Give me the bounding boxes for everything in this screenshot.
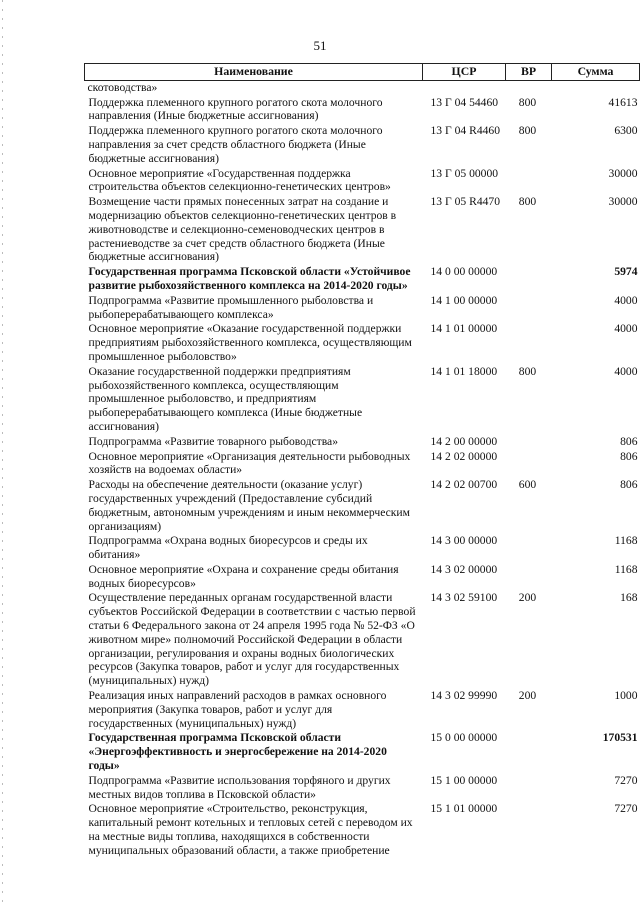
table-row [85, 195, 640, 265]
row-vr: 800 [518, 124, 537, 138]
table-row [85, 802, 640, 858]
table-row [85, 478, 640, 534]
row-name: Реализация иных направлений расходов в рамках основного мероприятия (Закупка товаров, работ и услуг для государственных (муниципальных) нужд) [88, 689, 387, 730]
table-body [85, 80, 640, 858]
row-csr: 14 2 02 00700 [430, 478, 498, 492]
row-name: Поддержка племенного крупного рогатого скота молочного направления за счет средств областного бюджета (Иные бюджетные ассигнования) [88, 124, 383, 165]
row-vr [506, 731, 552, 773]
continuation-row [85, 80, 640, 95]
row-csr: 15 1 00 00000 [430, 773, 498, 787]
row-vr [506, 563, 552, 592]
row-name: Подпрограмма «Развитие промышленного рыболовства и рыбоперерабатывающего комплекса» [88, 293, 374, 321]
row-sum: 41613 [608, 95, 638, 109]
row-csr: 13 Г 04 R4460 [430, 124, 501, 138]
header-csr: ЦСР [423, 64, 506, 81]
row-csr: 14 3 02 59100 [430, 591, 498, 605]
row-csr: 14 2 02 00000 [430, 449, 498, 463]
budget-table [84, 63, 640, 859]
row-vr [506, 774, 552, 803]
row-csr: 14 1 00 00000 [430, 293, 498, 307]
row-csr: 13 Г 04 54460 [430, 95, 499, 109]
page-number: 51 [313, 38, 327, 53]
row-sum: 170531 [602, 731, 638, 745]
table-row [85, 322, 640, 364]
row-csr: 14 2 00 00000 [430, 434, 498, 448]
row-sum: 30000 [608, 166, 638, 180]
row-vr: 800 [518, 95, 537, 109]
header-name: Наименование [85, 64, 423, 81]
row-vr [506, 534, 552, 563]
row-sum: 1168 [614, 562, 638, 576]
row-name: Основное мероприятие «Охрана и сохранение среды обитания водных биоресурсов» [88, 562, 399, 590]
row-name: Основное мероприятие «Строительство, реконструкция, капитальный ремонт котельных и тепловых сетей с переводом их на местные виды топлива, находящихся в собственности муниципальных образований области, а также приобретение [88, 802, 413, 857]
row-name: Подпрограмма «Развитие товарного рыбоводства» [88, 434, 338, 448]
row-csr: 13 Г 05 R4470 [430, 195, 501, 209]
row-name: Поддержка племенного крупного рогатого скота молочного направления (Иные бюджетные ассигнования) [88, 95, 383, 123]
budget-table-container [84, 63, 639, 859]
scan-edge-marks [2, 0, 3, 905]
row-sum: 806 [620, 449, 638, 463]
row-vr: 600 [518, 478, 537, 492]
row-name: Возмещение части прямых понесенных затрат на создание и модернизацию объектов селекционно-генетических центров в животноводстве и селекционно-семеноводческих центров в растениеводстве за счет средств областного бюджета (Иные бюджетные ассигнования) [88, 195, 397, 264]
row-vr [506, 265, 552, 294]
row-vr [506, 435, 552, 450]
header-vr: ВР [506, 64, 552, 81]
row-name: Основное мероприятие «Государственная поддержка строительства объектов селекционно-генетических центров» [88, 166, 391, 194]
row-sum: 30000 [608, 195, 638, 209]
table-row [85, 365, 640, 435]
row-vr: 800 [518, 364, 537, 378]
row-vr [506, 450, 552, 479]
row-csr: 15 0 00 00000 [430, 731, 498, 745]
program-row [85, 265, 640, 294]
row-name: Государственная программа Псковской области «Устойчивое развитие рыбохозяйственного комплекса на 2014-2020 годы» [88, 265, 411, 292]
row-sum: 4000 [614, 293, 638, 307]
table-row [85, 124, 640, 166]
row-sum: 4000 [614, 364, 638, 378]
row-vr [506, 294, 552, 323]
table-row [85, 167, 640, 196]
row-sum: 6300 [614, 124, 638, 138]
header-row [85, 64, 640, 81]
table-row [85, 689, 640, 731]
table-row [85, 774, 640, 803]
header-sum: Сумма [552, 64, 640, 81]
program-row [85, 731, 640, 773]
row-vr: 200 [518, 689, 537, 703]
row-vr: 800 [518, 195, 537, 209]
table-row [85, 435, 640, 450]
row-csr: 14 1 01 18000 [430, 364, 498, 378]
table-row [85, 294, 640, 323]
row-sum: 7270 [614, 773, 638, 787]
table-row [85, 96, 640, 125]
row-sum: 168 [620, 591, 638, 605]
row-sum: 806 [620, 478, 638, 492]
row-sum: 4000 [614, 322, 638, 336]
row-name: Государственная программа Псковской области «Энергоэффективность и энергосбережение на 2014-2020 годы» [88, 731, 387, 773]
table-row [85, 563, 640, 592]
row-sum: 1168 [614, 534, 638, 548]
row-csr: 13 Г 05 00000 [430, 166, 499, 180]
row-name: Подпрограмма «Развитие использования торфяного и других местных видов топлива в Псковской области» [88, 773, 391, 801]
row-name: Оказание государственной поддержки предприятиям рыбохозяйственного комплекса, осуществляющим промышленное рыболовство, и предприятиям рыбоперерабатывающего комплекса (Иные бюджетные ассигнования) [88, 364, 363, 433]
row-name: Основное мероприятие «Организация деятельности рыбоводных хозяйств на водоемах области» [88, 449, 411, 477]
row-vr [506, 322, 552, 364]
row-name: Подпрограмма «Охрана водных биоресурсов и среды их обитания» [88, 534, 368, 562]
row-csr: 14 3 02 99990 [430, 689, 498, 703]
row-name: Основное мероприятие «Оказание государственной поддержки предприятиям рыбохозяйственного комплекса, осуществляющим промышленное рыболовство» [88, 322, 412, 363]
row-vr: 200 [518, 591, 537, 605]
continuation-text: скотоводства» [87, 80, 158, 94]
table-row [85, 591, 640, 689]
row-csr: 14 1 01 00000 [430, 322, 498, 336]
row-sum: 806 [620, 434, 638, 448]
row-vr [506, 802, 552, 858]
row-csr: 14 3 02 00000 [430, 562, 498, 576]
table-row [85, 534, 640, 563]
row-name: Осуществление переданных органам государственной власти субъектов Российской Федерации в соответствии с частью первой статьи 6 Федерального закона от 24 апреля 1995 года № 52-ФЗ «О животном мире» полномочий Российской Федерации в области организации, регулирования и охраны водных биологических ресурсов (Закупка товаров, работ и услуг для государственных (муниципальных) нужд) [88, 591, 416, 688]
row-sum: 7270 [614, 802, 638, 816]
table-header [85, 64, 640, 81]
row-csr: 15 1 01 00000 [430, 802, 498, 816]
row-csr: 14 3 00 00000 [430, 534, 498, 548]
row-name: Расходы на обеспечение деятельности (оказание услуг) государственных учреждений (Предоставление субсидий бюджетным, автономным учреждениям и иным некоммерческим организациям) [88, 478, 410, 533]
row-sum: 5974 [614, 265, 638, 279]
row-sum: 1000 [614, 689, 638, 703]
row-vr [506, 167, 552, 196]
row-csr: 14 0 00 00000 [430, 265, 498, 279]
table-row [85, 450, 640, 479]
